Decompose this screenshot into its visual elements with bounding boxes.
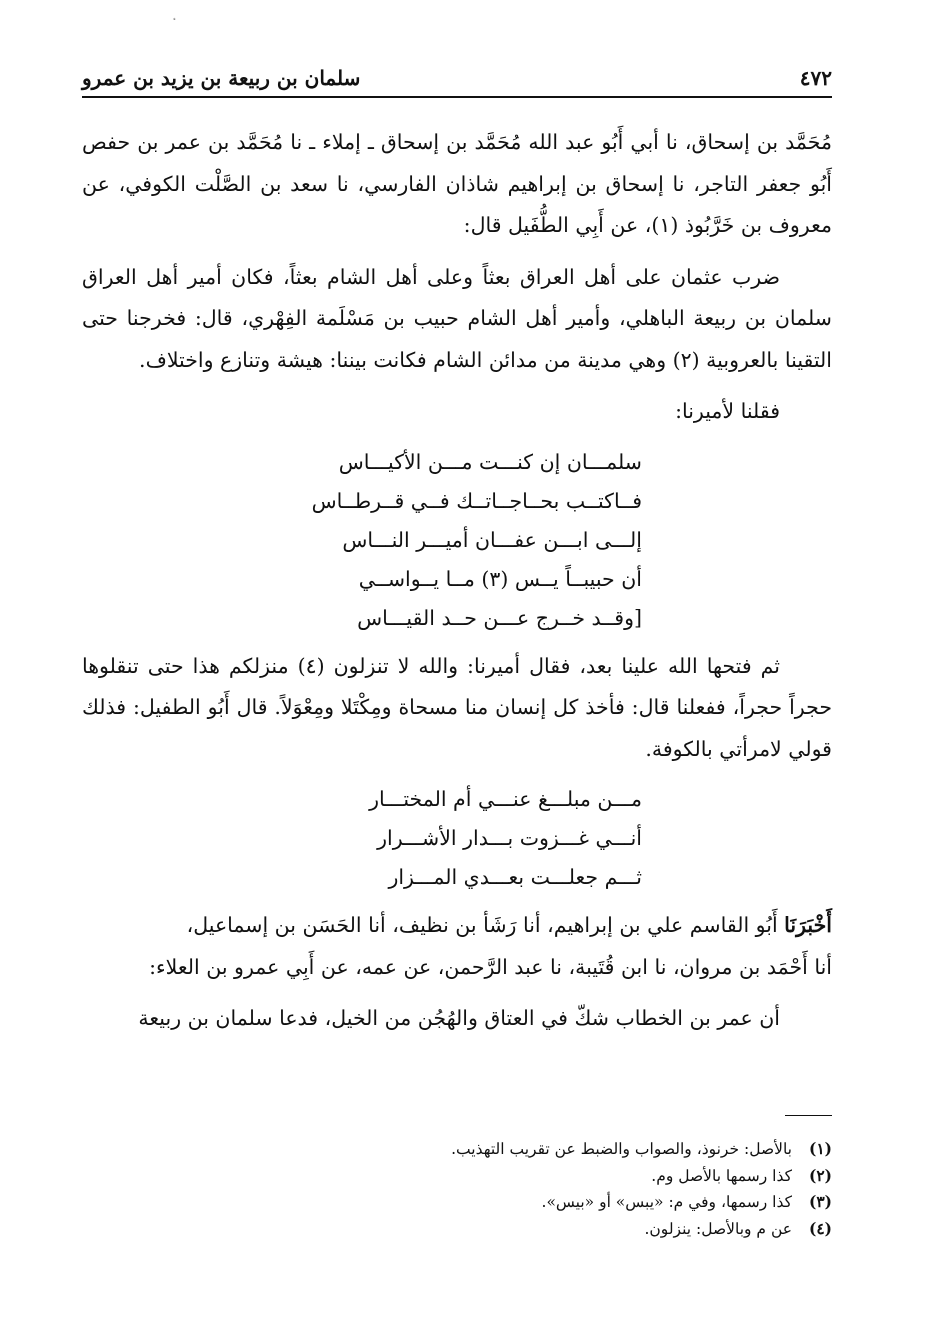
footnote-text: كذا رسمها، وفي م: «يبس» أو «بيس». bbox=[541, 1193, 792, 1211]
paragraph-isnad-1: مُحَمَّد بن إسحاق، نا أبي أَبُو عبد الله مُحَمَّد بن إسحاق ـ إملاء ـ نا مُحَمَّد بن عمر بن حفص أَبُو جعفر التاجر، نا إسحاق بن إبراهيم شاذان الفارسي، نا سعد بن الصَّلْت الكوفي، عن معروف بن خَرَّبُوذ (١)، عن أَبِي الطُّفَيل قال: bbox=[82, 130, 832, 237]
paragraph-intro-verse: فقلنا لأميرنا: bbox=[675, 399, 780, 423]
verse-line: أنـــي غـــزوت بـــدار الأشـــرار bbox=[377, 826, 642, 850]
paragraph-story: ضرب عثمان على أهل العراق بعثاً وعلى أهل الشام بعثاً، فكان أمير أهل العراق سلمان بن ربيعة الباهلي، وأمير أهل الشام حبيب بن مَسْلَمة الفِهْري، قال: فخرجنا حتى التقينا بالعروبية (٢) وهي مدينة من مدائن الشام فكانت بيننا: هيشة وتنازع واختلاف. bbox=[82, 264, 832, 372]
footnote-text: بالأصل: خرنوذ، والصواب والضبط عن تقريب التهذيب. bbox=[451, 1140, 792, 1158]
page-number: ٤٧٢ bbox=[799, 66, 832, 90]
footnote-item bbox=[82, 1136, 832, 1163]
poem-2 bbox=[82, 780, 832, 897]
footnote-text: كذا رسمها بالأصل وم. bbox=[651, 1166, 792, 1185]
footnote-number: (٢) bbox=[808, 1165, 832, 1185]
running-title: سلمان بن ربيعة بن يزيد بن عمرو bbox=[82, 66, 361, 90]
verse-line: ثـــم جعلـــت بعـــدي المـــزار bbox=[388, 865, 642, 889]
verse-line: فــاكتــب بحــاجــاتــك فــي قــرطــاس bbox=[311, 488, 642, 513]
footnote-text: عن م وبالأصل: ينزلون. bbox=[644, 1219, 792, 1238]
paragraph-conquest: ثم فتحها الله علينا بعد، فقال أميرنا: والله لا تنزلون (٤) منزلكم هذا حتى تنقلوها حجراً حجراً، ففعلنا قال: فأخذ كل إنسان منا مسحاة ومِكْتَلا ومِعْوَلاً. قال أَبُو الطفيل: فذلك قولي لامرأتي بالكوفة. bbox=[82, 653, 832, 761]
isnad-rest: أَبُو القاسم علي بن إبراهيم، أنا رَشَأ بن نظيف، أنا الحَسَن بن إسماعيل، bbox=[186, 913, 785, 937]
footnote-number: (٣) bbox=[808, 1192, 832, 1211]
main-text bbox=[82, 122, 832, 1040]
footnote-number: (٤) bbox=[808, 1218, 832, 1238]
paragraph-isnad-2-cont: أنا أَحْمَد بن مروان، نا ابن قُتَيبة، نا عبد الرَّحمن، عن عمه، عن أَبِي عمرو بن العلاء: bbox=[149, 954, 832, 979]
isnad-lead-word: أَخْبَرَنَا bbox=[784, 913, 832, 937]
paragraph-umar: أن عمر بن الخطاب شكّ في العتاق والهُجُن من الخيل، فدعا سلمان بن ربيعة bbox=[138, 1006, 780, 1030]
footnote-item bbox=[82, 1189, 832, 1216]
verse-line: أن حبيبــاً يــس (٣) مــا يــواســي bbox=[358, 566, 642, 591]
verse-line: سلمـــان إن كنـــت مـــن الأكيـــاس bbox=[338, 449, 642, 474]
footnotes bbox=[82, 1136, 832, 1242]
footnote-item bbox=[82, 1163, 832, 1190]
paragraph-isnad-2 bbox=[82, 905, 832, 947]
footnote-number: (١) bbox=[808, 1139, 832, 1158]
page-header bbox=[82, 62, 832, 94]
verse-line: مـــن مبلـــغ عنـــي أم المختـــار bbox=[369, 787, 642, 811]
header-rule bbox=[82, 96, 832, 98]
poem-1 bbox=[82, 443, 832, 638]
footnote-rule bbox=[785, 1115, 832, 1116]
verse-line: [وقــد خــرج عـــن حــد القيـــاس bbox=[357, 605, 642, 630]
verse-line: إلـــى ابـــن عفـــان أميـــر النـــاس bbox=[342, 527, 642, 552]
footnote-item bbox=[82, 1216, 832, 1243]
